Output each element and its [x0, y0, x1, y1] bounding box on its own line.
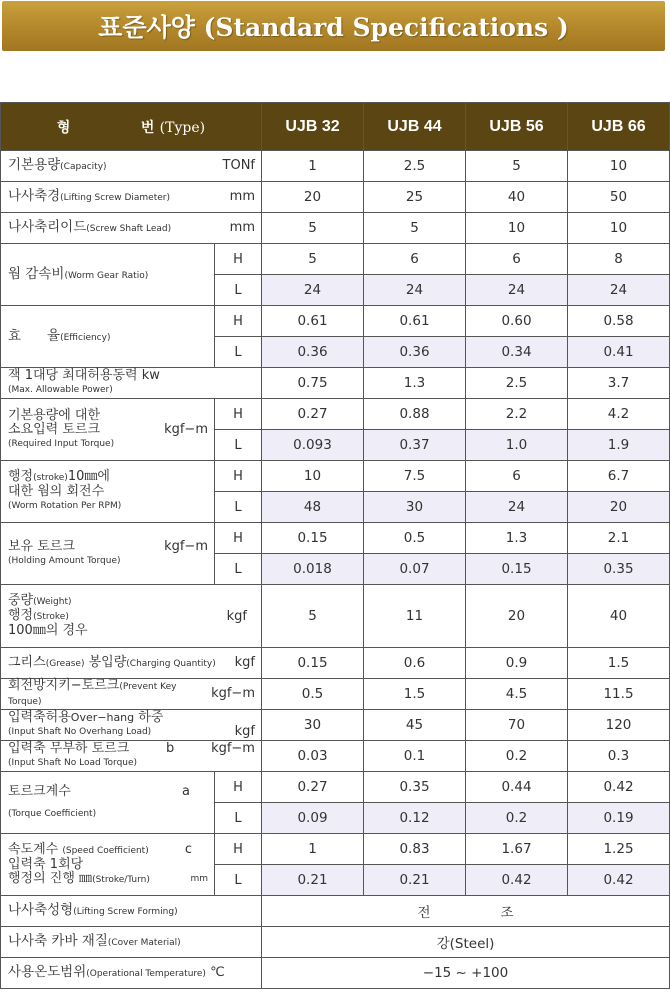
table-cell: 2.2 — [466, 399, 568, 430]
table-row — [1, 585, 670, 648]
table-cell: 24 — [466, 492, 568, 523]
table-cell: 1.3 — [364, 368, 466, 399]
row-label: 기본용량(Capacity) TONf — [1, 151, 262, 182]
table-cell: 0.5 — [364, 523, 466, 554]
table-row — [1, 461, 670, 492]
table-cell: 0.5 — [262, 679, 364, 710]
table-row — [1, 399, 670, 430]
table-cell: 8 — [568, 244, 670, 275]
sub-label: H — [215, 523, 262, 554]
table-cell: 40 — [568, 585, 670, 648]
table-cell: 1.67 — [466, 834, 568, 865]
table-row — [1, 244, 670, 275]
table-cell: 4.2 — [568, 399, 670, 430]
table-cell: 0.12 — [364, 803, 466, 834]
table-cell: 120 — [568, 710, 670, 741]
table-row — [1, 741, 670, 772]
table-row — [1, 368, 670, 399]
table-row — [1, 834, 670, 865]
row-label: 입력축 무부하 토르크 b kgf−m (Input Shaft No Load Torque) — [1, 741, 262, 772]
row-label: 나사축리이드(Screw Shaft Lead) mm — [1, 213, 262, 244]
row-label: 나사축성형(Lifting Screw Forming) — [1, 896, 262, 927]
row-label: 나사축 카바 재질(Cover Material) — [1, 927, 262, 958]
model-header: UJB 44 — [364, 103, 466, 151]
table-cell: 50 — [568, 182, 670, 213]
row-label: 기본용량에 대한 소요입력 토르크 kgf−m (Required Input Torque) — [1, 399, 215, 461]
table-cell: 0.42 — [466, 865, 568, 896]
table-cell: 0.41 — [568, 337, 670, 368]
table-cell: 0.07 — [364, 554, 466, 585]
row-label: 잭 1대당 최대허용동력 kw (Max. Allowable Power) — [1, 368, 262, 399]
table-cell: 0.61 — [262, 306, 364, 337]
table-cell: 0.88 — [364, 399, 466, 430]
table-cell: 0.093 — [262, 430, 364, 461]
table-cell: 30 — [262, 710, 364, 741]
table-cell: 0.35 — [568, 554, 670, 585]
table-cell: 1.5 — [364, 679, 466, 710]
table-cell: 0.19 — [568, 803, 670, 834]
table-cell: 0.2 — [466, 803, 568, 834]
table-cell: 0.1 — [364, 741, 466, 772]
table-cell: 10 — [568, 151, 670, 182]
table-cell: 1.0 — [466, 430, 568, 461]
table-cell: 20 — [466, 585, 568, 648]
table-cell: 0.58 — [568, 306, 670, 337]
table-cell: 0.36 — [364, 337, 466, 368]
table-cell: 48 — [262, 492, 364, 523]
table-cell: 5 — [262, 213, 364, 244]
table-cell: 0.21 — [262, 865, 364, 896]
table-cell: 4.5 — [466, 679, 568, 710]
sub-label: H — [215, 244, 262, 275]
table-cell: 2.5 — [364, 151, 466, 182]
table-cell: 0.37 — [364, 430, 466, 461]
table-cell: 0.36 — [262, 337, 364, 368]
table-cell: 0.3 — [568, 741, 670, 772]
sub-label: L — [215, 803, 262, 834]
model-header: UJB 56 — [466, 103, 568, 151]
table-cell: 10 — [262, 461, 364, 492]
table-cell: 0.60 — [466, 306, 568, 337]
table-cell: 0.35 — [364, 772, 466, 803]
table-cell: 11.5 — [568, 679, 670, 710]
table-cell: 0.75 — [262, 368, 364, 399]
table-cell: 0.6 — [364, 648, 466, 679]
table-cell: 24 — [466, 275, 568, 306]
sub-label: H — [215, 306, 262, 337]
table-row — [1, 896, 670, 927]
table-cell: 5 — [364, 213, 466, 244]
table-cell: 24 — [568, 275, 670, 306]
table-cell: 0.018 — [262, 554, 364, 585]
sub-label: L — [215, 430, 262, 461]
table-cell: 6 — [364, 244, 466, 275]
table-cell: 11 — [364, 585, 466, 648]
row-label: 웜 감속비(Worm Gear Ratio) — [1, 244, 215, 306]
title-banner — [2, 1, 665, 51]
table-cell: 0.27 — [262, 399, 364, 430]
model-header: UJB 32 — [262, 103, 364, 151]
table-cell: 0.42 — [568, 772, 670, 803]
table-cell: 24 — [262, 275, 364, 306]
table-row — [1, 213, 670, 244]
table-cell: 30 — [364, 492, 466, 523]
table-cell: 0.15 — [262, 523, 364, 554]
row-label: 중량(Weight) 행정(Stroke) kgf 100㎜의 경우 — [1, 585, 262, 648]
table-cell: 0.2 — [466, 741, 568, 772]
table-cell: 1 — [262, 834, 364, 865]
row-label: 속도계수 (Speed Coefficient) c 입력축 1회당 행정의 진행 ㎜(Stroke/Turn) mm — [1, 834, 215, 896]
table-cell: 0.21 — [364, 865, 466, 896]
table-cell: 1.25 — [568, 834, 670, 865]
table-cell: 0.15 — [466, 554, 568, 585]
table-row — [1, 958, 670, 989]
table-row — [1, 151, 670, 182]
table-row — [1, 523, 670, 554]
spec-table — [0, 102, 670, 989]
table-cell: 40 — [466, 182, 568, 213]
table-cell: 7.5 — [364, 461, 466, 492]
table-row — [1, 710, 670, 741]
table-cell: 0.27 — [262, 772, 364, 803]
table-cell: 0.44 — [466, 772, 568, 803]
table-cell: 2.5 — [466, 368, 568, 399]
row-label: 나사축경(Lifting Screw Diameter) mm — [1, 182, 262, 213]
table-cell: 6 — [466, 461, 568, 492]
row-label: 보유 토르크 kgf−m (Holding Amount Torque) — [1, 523, 215, 585]
sub-label: L — [215, 554, 262, 585]
table-cell: 강(Steel) — [262, 927, 670, 958]
table-cell: 10 — [466, 213, 568, 244]
table-cell: 3.7 — [568, 368, 670, 399]
table-cell: 45 — [364, 710, 466, 741]
table-row — [1, 648, 670, 679]
table-cell: 70 — [466, 710, 568, 741]
table-cell: 0.83 — [364, 834, 466, 865]
row-label: 회전방지키−토르크(Prevent Key Torque) kgf−m — [1, 679, 262, 710]
table-cell: 0.09 — [262, 803, 364, 834]
table-cell: 0.15 — [262, 648, 364, 679]
row-label: 토르크계수 a (Torque Coefficient) — [1, 772, 215, 834]
table-cell: 0.34 — [466, 337, 568, 368]
table-cell: 0.42 — [568, 865, 670, 896]
table-cell: 1.3 — [466, 523, 568, 554]
table-cell: 6.7 — [568, 461, 670, 492]
table-row — [1, 306, 670, 337]
sub-label: L — [215, 337, 262, 368]
header-row — [1, 103, 670, 151]
row-label: 그리스(Grease) 봉입량(Charging Quantity) kgf — [1, 648, 262, 679]
table-cell: 24 — [364, 275, 466, 306]
sub-label: H — [215, 834, 262, 865]
table-cell: 1.9 — [568, 430, 670, 461]
table-cell: 5 — [466, 151, 568, 182]
table-cell: 6 — [466, 244, 568, 275]
sub-label: L — [215, 275, 262, 306]
table-row — [1, 182, 670, 213]
table-row — [1, 927, 670, 958]
table-cell: 20 — [568, 492, 670, 523]
page-title: 표준사양 (Standard Specifications ) — [98, 13, 569, 42]
table-cell: 20 — [262, 182, 364, 213]
row-label: 효 율(Efficiency) — [1, 306, 215, 368]
sub-label: H — [215, 461, 262, 492]
table-cell: −15 ~ +100 — [262, 958, 670, 989]
table-cell: 1.5 — [568, 648, 670, 679]
table-cell: 5 — [262, 244, 364, 275]
table-cell: 1 — [262, 151, 364, 182]
table-cell: 10 — [568, 213, 670, 244]
table-cell: 5 — [262, 585, 364, 648]
table-cell: 2.1 — [568, 523, 670, 554]
table-cell: 0.03 — [262, 741, 364, 772]
table-row — [1, 679, 670, 710]
sub-label: H — [215, 399, 262, 430]
table-cell: 25 — [364, 182, 466, 213]
model-header: UJB 66 — [568, 103, 670, 151]
sub-label: L — [215, 865, 262, 896]
table-cell: 0.9 — [466, 648, 568, 679]
row-label: 사용온도범위(Operational Temperature) ℃ — [1, 958, 262, 989]
row-label: 입력축허용Over−hang 하중 (Input Shaft No Overhang Load) kgf — [1, 710, 262, 741]
type-header: 형 번 (Type) — [1, 103, 262, 151]
sub-label: H — [215, 772, 262, 803]
table-cell: 전 조 — [262, 896, 670, 927]
sub-label: L — [215, 492, 262, 523]
table-row — [1, 772, 670, 803]
row-label: 행정(stroke)10㎜에 대한 웜의 회전수 (Worm Rotation Per RPM) — [1, 461, 215, 523]
table-cell: 0.61 — [364, 306, 466, 337]
